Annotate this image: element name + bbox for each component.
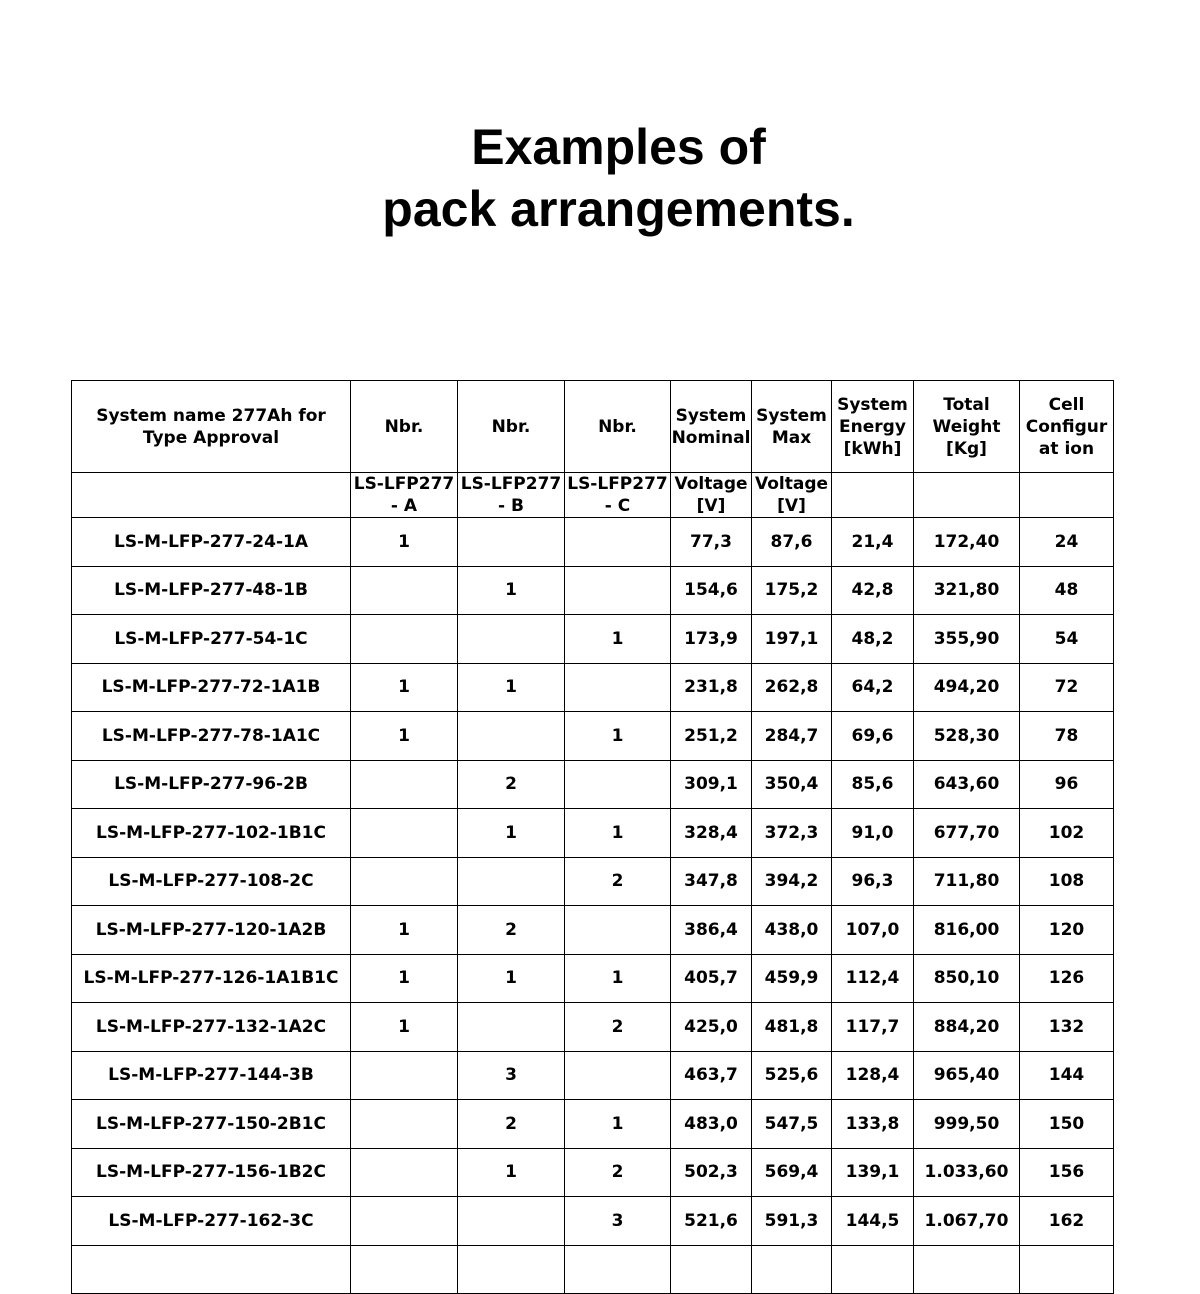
subheader-cell-module-b: LS-LFP277 - B bbox=[458, 473, 565, 518]
cell-energy: 128,4 bbox=[832, 1051, 914, 1100]
table-row bbox=[72, 1197, 1114, 1246]
cell-nbr-a bbox=[351, 1197, 458, 1246]
cell-nominal-voltage: 405,7 bbox=[671, 954, 752, 1003]
table-row bbox=[72, 954, 1114, 1003]
cell-max-voltage: 481,8 bbox=[752, 1003, 832, 1052]
cell-energy: 107,0 bbox=[832, 906, 914, 955]
cell-nbr-c: 1 bbox=[565, 1100, 671, 1149]
cell-nbr-c bbox=[565, 663, 671, 712]
table-row bbox=[72, 1003, 1114, 1052]
cell-nominal-voltage: 521,6 bbox=[671, 1197, 752, 1246]
table-row bbox=[72, 906, 1114, 955]
subheader-cell-max-voltage: Voltage [V] bbox=[752, 473, 832, 518]
cell-system-name: LS-M-LFP-277-54-1C bbox=[72, 615, 351, 664]
cell-weight: 494,20 bbox=[914, 663, 1020, 712]
cell-nominal-voltage: 463,7 bbox=[671, 1051, 752, 1100]
cell-nbr-c bbox=[565, 1051, 671, 1100]
cell-system-name: LS-M-LFP-277-120-1A2B bbox=[72, 906, 351, 955]
cell-weight: 677,70 bbox=[914, 809, 1020, 858]
cell-nbr-c bbox=[565, 906, 671, 955]
header-cell-total-weight: Total Weight [Kg] bbox=[914, 381, 1020, 473]
cell-nbr-b: 1 bbox=[458, 1148, 565, 1197]
cell-nbr-c: 2 bbox=[565, 857, 671, 906]
cell-max-voltage: 394,2 bbox=[752, 857, 832, 906]
cell-nbr-b: 1 bbox=[458, 809, 565, 858]
cell-weight: 816,00 bbox=[914, 906, 1020, 955]
cell-system-name: LS-M-LFP-277-144-3B bbox=[72, 1051, 351, 1100]
cell-nbr-a: 1 bbox=[351, 906, 458, 955]
cell-max-voltage: 438,0 bbox=[752, 906, 832, 955]
table-row bbox=[72, 712, 1114, 761]
cell-weight: 321,80 bbox=[914, 566, 1020, 615]
cell-system-name: LS-M-LFP-277-126-1A1B1C bbox=[72, 954, 351, 1003]
cell-weight: 884,20 bbox=[914, 1003, 1020, 1052]
cell-max-voltage: 87,6 bbox=[752, 518, 832, 567]
cell-nbr-c bbox=[565, 760, 671, 809]
cell-system-name: LS-M-LFP-277-78-1A1C bbox=[72, 712, 351, 761]
cell-system-name: LS-M-LFP-277-132-1A2C bbox=[72, 1003, 351, 1052]
cell-energy: 117,7 bbox=[832, 1003, 914, 1052]
cell-system-name: LS-M-LFP-277-96-2B bbox=[72, 760, 351, 809]
cell-weight: 172,40 bbox=[914, 518, 1020, 567]
cell-energy: 69,6 bbox=[832, 712, 914, 761]
cell-nominal-voltage: 251,2 bbox=[671, 712, 752, 761]
header-row bbox=[72, 381, 1114, 473]
cell-energy: 139,1 bbox=[832, 1148, 914, 1197]
cell-nbr-c bbox=[565, 566, 671, 615]
subheader-cell-weight bbox=[914, 473, 1020, 518]
cell-nominal-voltage: 386,4 bbox=[671, 906, 752, 955]
cell-max-voltage: 525,6 bbox=[752, 1051, 832, 1100]
cell-nbr-c: 2 bbox=[565, 1148, 671, 1197]
cell-cell-configuration: 156 bbox=[1020, 1148, 1114, 1197]
cell-max-voltage: 262,8 bbox=[752, 663, 832, 712]
cell-max-voltage: 175,2 bbox=[752, 566, 832, 615]
header-cell-system-name: System name 277Ah for Type Approval bbox=[72, 381, 351, 473]
cell-nbr-a bbox=[351, 566, 458, 615]
page-title-line-1: Examples of bbox=[471, 119, 766, 175]
cell-system-name: LS-M-LFP-277-48-1B bbox=[72, 566, 351, 615]
table-row bbox=[72, 1100, 1114, 1149]
cell-system-name bbox=[72, 1245, 351, 1294]
cell-cell-configuration: 54 bbox=[1020, 615, 1114, 664]
cell-nbr-b: 3 bbox=[458, 1051, 565, 1100]
cell-nbr-b: 2 bbox=[458, 1100, 565, 1149]
cell-max-voltage: 284,7 bbox=[752, 712, 832, 761]
cell-energy: 144,5 bbox=[832, 1197, 914, 1246]
cell-nominal-voltage: 231,8 bbox=[671, 663, 752, 712]
cell-cell-configuration: 24 bbox=[1020, 518, 1114, 567]
cell-system-name: LS-M-LFP-277-24-1A bbox=[72, 518, 351, 567]
cell-system-name: LS-M-LFP-277-156-1B2C bbox=[72, 1148, 351, 1197]
cell-cell-configuration: 108 bbox=[1020, 857, 1114, 906]
subheader-cell-module-a: LS-LFP277 - A bbox=[351, 473, 458, 518]
cell-energy bbox=[832, 1245, 914, 1294]
cell-nbr-a: 1 bbox=[351, 954, 458, 1003]
cell-cell-configuration: 132 bbox=[1020, 1003, 1114, 1052]
page-title-line-2: pack arrangements. bbox=[382, 181, 855, 237]
cell-energy: 112,4 bbox=[832, 954, 914, 1003]
cell-nbr-a bbox=[351, 1100, 458, 1149]
cell-weight: 965,40 bbox=[914, 1051, 1020, 1100]
cell-weight: 1.033,60 bbox=[914, 1148, 1020, 1197]
cell-cell-configuration: 120 bbox=[1020, 906, 1114, 955]
cell-nbr-c: 1 bbox=[565, 712, 671, 761]
cell-nbr-b: 2 bbox=[458, 760, 565, 809]
cell-weight: 355,90 bbox=[914, 615, 1020, 664]
cell-energy: 85,6 bbox=[832, 760, 914, 809]
table-row bbox=[72, 615, 1114, 664]
cell-system-name: LS-M-LFP-277-108-2C bbox=[72, 857, 351, 906]
header-cell-system-max: System Max bbox=[752, 381, 832, 473]
subheader-cell-energy bbox=[832, 473, 914, 518]
cell-max-voltage bbox=[752, 1245, 832, 1294]
cell-nominal-voltage: 425,0 bbox=[671, 1003, 752, 1052]
subheader-cell-module-c: LS-LFP277 - C bbox=[565, 473, 671, 518]
cell-system-name: LS-M-LFP-277-162-3C bbox=[72, 1197, 351, 1246]
cell-system-name: LS-M-LFP-277-72-1A1B bbox=[72, 663, 351, 712]
cell-nbr-c: 1 bbox=[565, 615, 671, 664]
table-row bbox=[72, 663, 1114, 712]
cell-nbr-a bbox=[351, 1148, 458, 1197]
cell-nbr-c: 1 bbox=[565, 954, 671, 1003]
cell-max-voltage: 350,4 bbox=[752, 760, 832, 809]
header-cell-system-energy: System Energy [kWh] bbox=[832, 381, 914, 473]
cell-nbr-b: 1 bbox=[458, 663, 565, 712]
cell-cell-configuration: 102 bbox=[1020, 809, 1114, 858]
table-row bbox=[72, 1148, 1114, 1197]
cell-nbr-b: 1 bbox=[458, 566, 565, 615]
subheader-cell-nominal-voltage: Voltage [V] bbox=[671, 473, 752, 518]
cell-cell-configuration: 48 bbox=[1020, 566, 1114, 615]
cell-nominal-voltage: 328,4 bbox=[671, 809, 752, 858]
cell-energy: 48,2 bbox=[832, 615, 914, 664]
cell-energy: 96,3 bbox=[832, 857, 914, 906]
subheader-cell-configuration bbox=[1020, 473, 1114, 518]
page-title bbox=[0, 116, 1200, 240]
header-subrow bbox=[72, 473, 1114, 518]
header-cell-cell-configuration: Cell Configur at ion bbox=[1020, 381, 1114, 473]
cell-nbr-b bbox=[458, 1245, 565, 1294]
cell-energy: 64,2 bbox=[832, 663, 914, 712]
subheader-cell-system-name bbox=[72, 473, 351, 518]
cell-nbr-a bbox=[351, 1245, 458, 1294]
cell-nominal-voltage: 483,0 bbox=[671, 1100, 752, 1149]
cell-nominal-voltage: 347,8 bbox=[671, 857, 752, 906]
cell-system-name: LS-M-LFP-277-150-2B1C bbox=[72, 1100, 351, 1149]
cell-cell-configuration: 162 bbox=[1020, 1197, 1114, 1246]
cell-energy: 133,8 bbox=[832, 1100, 914, 1149]
cell-nbr-c: 2 bbox=[565, 1003, 671, 1052]
cell-max-voltage: 547,5 bbox=[752, 1100, 832, 1149]
table-row bbox=[72, 1051, 1114, 1100]
table-row bbox=[72, 566, 1114, 615]
cell-nbr-a bbox=[351, 857, 458, 906]
cell-weight: 643,60 bbox=[914, 760, 1020, 809]
cell-nbr-b bbox=[458, 518, 565, 567]
cell-nbr-b bbox=[458, 615, 565, 664]
cell-nbr-c: 1 bbox=[565, 809, 671, 858]
table-row bbox=[72, 760, 1114, 809]
cell-nbr-c bbox=[565, 518, 671, 567]
table-row bbox=[72, 518, 1114, 567]
cell-max-voltage: 591,3 bbox=[752, 1197, 832, 1246]
cell-cell-configuration: 144 bbox=[1020, 1051, 1114, 1100]
cell-weight: 1.067,70 bbox=[914, 1197, 1020, 1246]
cell-nominal-voltage bbox=[671, 1245, 752, 1294]
cell-nominal-voltage: 309,1 bbox=[671, 760, 752, 809]
cell-energy: 91,0 bbox=[832, 809, 914, 858]
pack-arrangements-table bbox=[71, 380, 1114, 1294]
cell-nbr-a: 1 bbox=[351, 712, 458, 761]
cell-nbr-c: 3 bbox=[565, 1197, 671, 1246]
cell-cell-configuration: 96 bbox=[1020, 760, 1114, 809]
cell-weight: 850,10 bbox=[914, 954, 1020, 1003]
cell-nbr-a: 1 bbox=[351, 1003, 458, 1052]
cell-weight: 999,50 bbox=[914, 1100, 1020, 1149]
cell-weight bbox=[914, 1245, 1020, 1294]
header-cell-nbr-b: Nbr. bbox=[458, 381, 565, 473]
cell-max-voltage: 569,4 bbox=[752, 1148, 832, 1197]
table-header bbox=[72, 381, 1114, 518]
cell-max-voltage: 459,9 bbox=[752, 954, 832, 1003]
cell-energy: 21,4 bbox=[832, 518, 914, 567]
cell-max-voltage: 372,3 bbox=[752, 809, 832, 858]
table-row bbox=[72, 809, 1114, 858]
cell-nominal-voltage: 154,6 bbox=[671, 566, 752, 615]
header-cell-system-nominal: System Nominal bbox=[671, 381, 752, 473]
cell-nbr-a: 1 bbox=[351, 663, 458, 712]
cell-nbr-a bbox=[351, 760, 458, 809]
cell-nbr-c bbox=[565, 1245, 671, 1294]
cell-nbr-b bbox=[458, 1003, 565, 1052]
cell-nominal-voltage: 77,3 bbox=[671, 518, 752, 567]
cell-weight: 711,80 bbox=[914, 857, 1020, 906]
header-cell-nbr-a: Nbr. bbox=[351, 381, 458, 473]
cell-nominal-voltage: 173,9 bbox=[671, 615, 752, 664]
cell-nbr-b bbox=[458, 1197, 565, 1246]
cell-nbr-a bbox=[351, 809, 458, 858]
cell-nbr-a bbox=[351, 1051, 458, 1100]
cell-cell-configuration: 72 bbox=[1020, 663, 1114, 712]
cell-nbr-a: 1 bbox=[351, 518, 458, 567]
cell-nbr-b bbox=[458, 857, 565, 906]
cell-nominal-voltage: 502,3 bbox=[671, 1148, 752, 1197]
table-row bbox=[72, 1245, 1114, 1294]
cell-cell-configuration bbox=[1020, 1245, 1114, 1294]
cell-max-voltage: 197,1 bbox=[752, 615, 832, 664]
cell-cell-configuration: 150 bbox=[1020, 1100, 1114, 1149]
table-body bbox=[72, 518, 1114, 1294]
cell-system-name: LS-M-LFP-277-102-1B1C bbox=[72, 809, 351, 858]
cell-weight: 528,30 bbox=[914, 712, 1020, 761]
cell-nbr-b: 1 bbox=[458, 954, 565, 1003]
cell-nbr-a bbox=[351, 615, 458, 664]
cell-cell-configuration: 126 bbox=[1020, 954, 1114, 1003]
header-cell-nbr-c: Nbr. bbox=[565, 381, 671, 473]
cell-energy: 42,8 bbox=[832, 566, 914, 615]
cell-cell-configuration: 78 bbox=[1020, 712, 1114, 761]
table-row bbox=[72, 857, 1114, 906]
cell-nbr-b: 2 bbox=[458, 906, 565, 955]
cell-nbr-b bbox=[458, 712, 565, 761]
